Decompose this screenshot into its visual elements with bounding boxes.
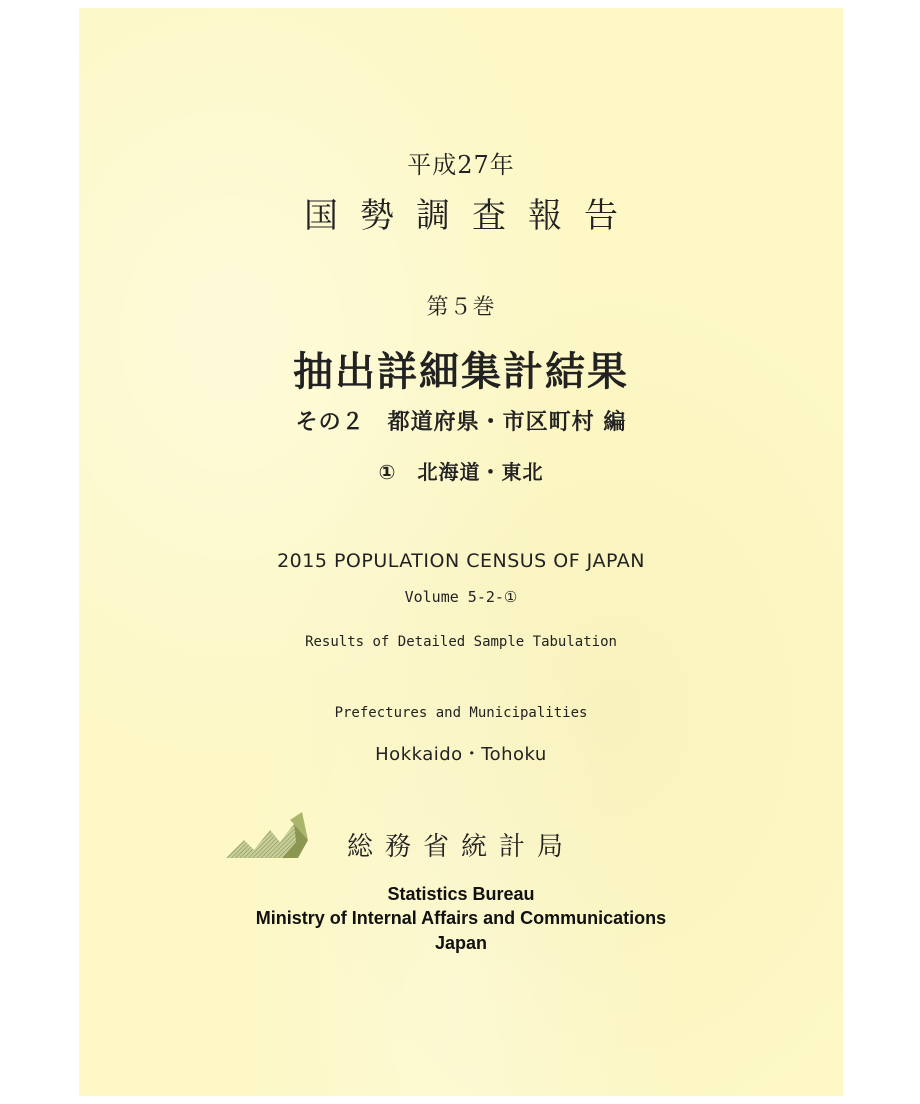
publisher-line-2: Ministry of Internal Affairs and Communications [255,908,667,928]
publisher-line-1: Statistics Bureau [387,884,535,904]
english-title: 2015 POPULATION CENSUS OF JAPAN [277,550,645,572]
english-region: Hokkaido・Tohoku [375,744,547,765]
bureau-name-jp: 総務省統計局 [347,832,576,862]
english-results-title: Results of Detailed Sample Tabulation [305,634,617,650]
cover-page [79,8,843,1096]
publisher-line-3: Japan [434,933,488,953]
english-volume: Volume 5-2-① [404,588,518,606]
region-jp: ① 北海道・東北 [378,460,544,484]
volume-number: 第５巻 [426,295,496,320]
statistics-bureau-logo-icon [226,812,308,860]
english-prefectures-line: Prefectures and Municipalities [334,705,588,721]
report-title: 国勢調査報告 [304,196,640,236]
era-year: 平成27年 [407,151,515,179]
main-title: 抽出詳細集計結果 [293,349,629,395]
subtitle: その２ 都道府県・市区町村 編 [295,410,627,435]
